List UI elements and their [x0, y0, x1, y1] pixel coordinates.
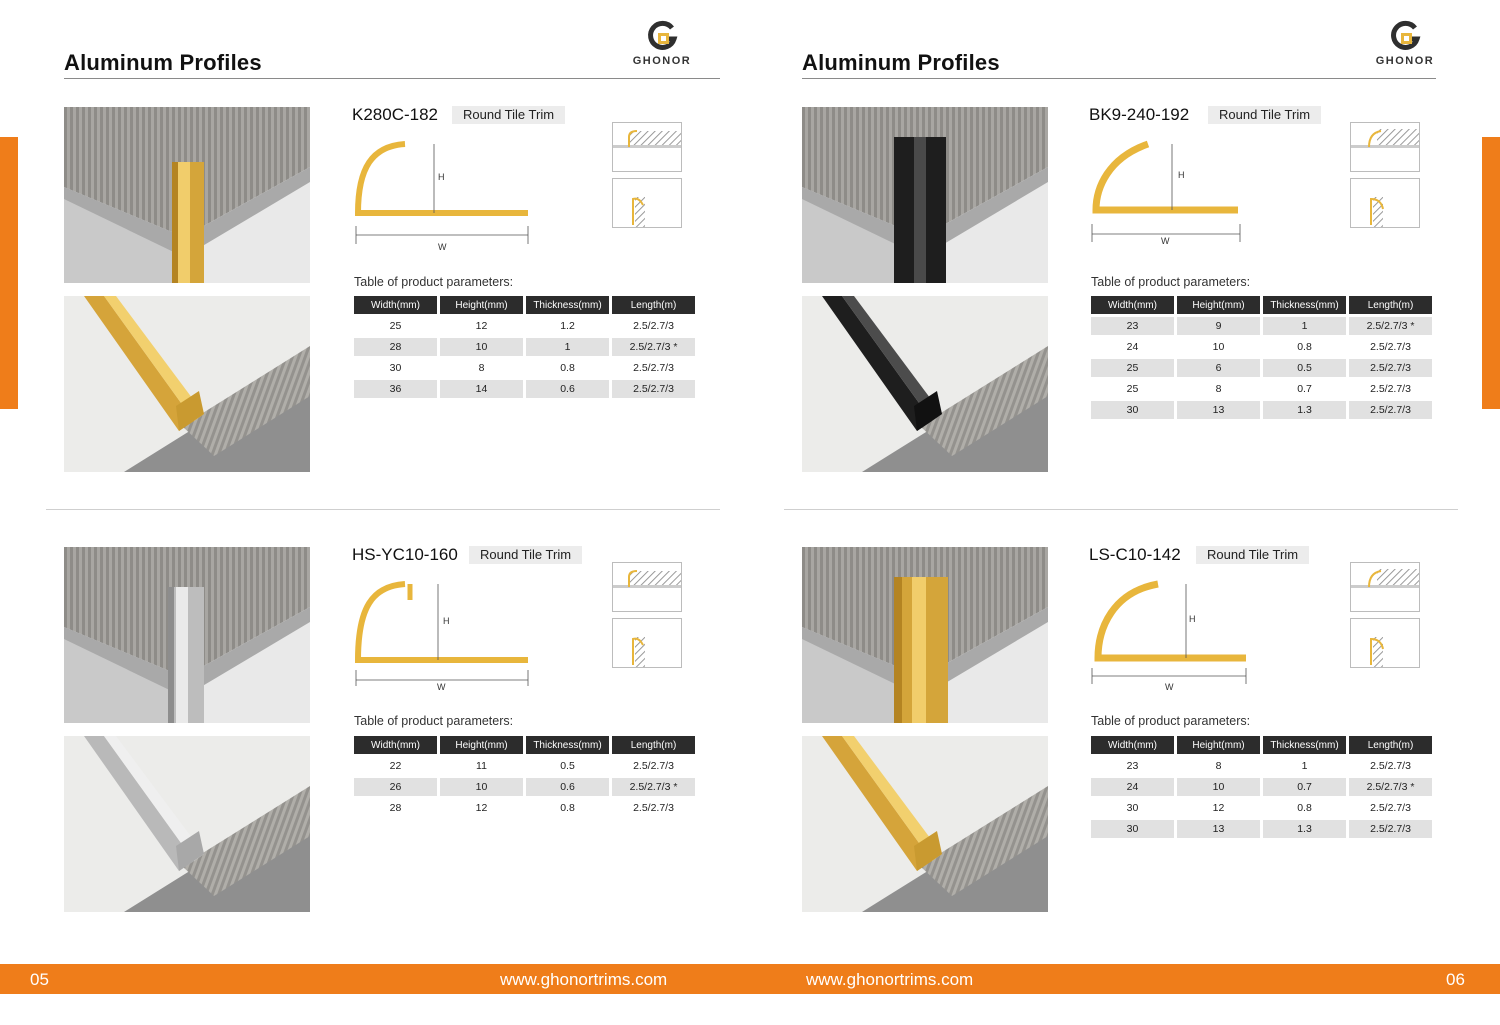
product-type-badge: Round Tile Trim: [1196, 546, 1309, 564]
table-cell: 2.5/2.7/3: [633, 760, 674, 772]
table-cell: 12: [475, 802, 488, 814]
column-header: Height(mm): [1177, 296, 1260, 314]
table-cell: 6: [1177, 359, 1260, 377]
table-title: Table of product parameters:: [354, 714, 514, 728]
table-cell: 1.3: [1263, 401, 1346, 419]
table-row: [1091, 757, 1432, 775]
table-row: [354, 757, 695, 775]
table-cell: 8: [1215, 383, 1222, 395]
table-cell: 13: [1177, 820, 1260, 838]
table-cell: 2.5/2.7/3: [1370, 760, 1411, 772]
table-cell: 2.5/2.7/3 *: [612, 778, 695, 796]
parameters-table: [1088, 293, 1435, 422]
table-cell: 30: [1091, 401, 1174, 419]
dimension-h-label: H: [438, 172, 445, 182]
table-cell: 2.5/2.7/3 *: [612, 338, 695, 356]
table-cell: 0.8: [1297, 802, 1312, 814]
edge-photo: [64, 296, 310, 472]
page-title-left: Aluminum Profiles: [64, 50, 262, 75]
section-view-wall: [1350, 178, 1420, 228]
table-cell: 2.5/2.7/3: [633, 362, 674, 374]
table-cell: 1.2: [560, 320, 575, 332]
table-row: [1091, 338, 1432, 356]
table-row: [1091, 359, 1432, 377]
brand-logo-left: [622, 20, 702, 70]
table-cell: 8: [1215, 760, 1222, 772]
column-header: Length(m): [612, 736, 695, 754]
table-cell: 2.5/2.7/3: [1370, 383, 1411, 395]
table-cell: 24: [1091, 778, 1174, 796]
table-cell: 0.5: [1263, 359, 1346, 377]
table-row: [1091, 401, 1432, 419]
corner-photo: [802, 107, 1048, 283]
column-header: Width(mm): [354, 296, 437, 314]
section-view-wall: [1350, 618, 1420, 668]
section-view-floor: [612, 122, 682, 172]
header-rule-right: [802, 78, 1436, 79]
header-rule-left: [64, 78, 720, 79]
table-row: [1091, 799, 1432, 817]
table-cell: 2.5/2.7/3: [1370, 341, 1411, 353]
section-views: [1350, 122, 1420, 234]
profile-diagram: [350, 578, 535, 696]
column-header: Thickness(mm): [1263, 736, 1346, 754]
table-cell: 12: [475, 320, 488, 332]
column-header: Thickness(mm): [526, 736, 609, 754]
table-cell: 13: [1177, 401, 1260, 419]
right-accent-bar: [1482, 137, 1500, 409]
table-cell: 14: [440, 380, 523, 398]
column-header: Thickness(mm): [1263, 296, 1346, 314]
corner-photo: [64, 547, 310, 723]
column-header: Height(mm): [440, 296, 523, 314]
table-cell: 2.5/2.7/3: [1349, 359, 1432, 377]
table-cell: 1: [1301, 760, 1308, 772]
column-header: Length(m): [1349, 296, 1432, 314]
table-cell: 23: [1126, 760, 1139, 772]
table-cell: 0.8: [560, 362, 575, 374]
table-cell: 9: [1177, 317, 1260, 335]
table-cell: 2.5/2.7/3: [1370, 802, 1411, 814]
table-title: Table of product parameters:: [1091, 714, 1251, 728]
table-cell: 28: [354, 338, 437, 356]
table-cell: 26: [354, 778, 437, 796]
table-cell: 2.5/2.7/3: [633, 802, 674, 814]
edge-photo: [64, 736, 310, 912]
product-code: HS-YC10-160: [352, 545, 458, 564]
profile-diagram: [350, 138, 535, 256]
table-row: [354, 359, 695, 377]
table-cell: 25: [1091, 359, 1174, 377]
profile-diagram: [1088, 578, 1273, 696]
table-cell: 30: [1126, 802, 1139, 814]
table-row: [354, 778, 695, 796]
section-views: [1350, 562, 1420, 674]
column-header: Width(mm): [354, 736, 437, 754]
product-type-badge: Round Tile Trim: [1208, 106, 1321, 124]
table-cell: 30: [389, 362, 402, 374]
column-header: Thickness(mm): [526, 296, 609, 314]
table-cell: 10: [440, 778, 523, 796]
column-header: Height(mm): [440, 736, 523, 754]
column-header: Width(mm): [1091, 736, 1174, 754]
table-cell: 0.8: [1297, 341, 1312, 353]
table-cell: 28: [389, 802, 402, 814]
section-view-wall: [612, 618, 682, 668]
table-cell: 0.7: [1263, 778, 1346, 796]
brand-logo-right: [1365, 20, 1445, 70]
table-cell: 1: [526, 338, 609, 356]
table-cell: 24: [1126, 341, 1139, 353]
dimension-h-label: H: [1189, 614, 1196, 624]
logo-text: GHONOR: [632, 55, 692, 67]
table-cell: 8: [478, 362, 485, 374]
profile-diagram: [1088, 138, 1273, 256]
table-cell: 2.5/2.7/3 *: [1349, 317, 1432, 335]
table-cell: 11: [476, 760, 487, 772]
column-header: Width(mm): [1091, 296, 1174, 314]
table-cell: 22: [389, 760, 402, 772]
table-cell: 0.6: [526, 778, 609, 796]
ghonor-logo-icon: [645, 20, 679, 54]
dimension-h-label: H: [1178, 170, 1185, 180]
page-title-right: Aluminum Profiles: [802, 50, 1000, 75]
table-cell: 2.5/2.7/3 *: [1349, 778, 1432, 796]
dimension-w-label: W: [437, 682, 446, 692]
ghonor-logo-icon: [1388, 20, 1422, 54]
table-cell: 10: [440, 338, 523, 356]
table-row: [354, 380, 695, 398]
dimension-w-label: W: [1161, 236, 1170, 246]
product-code: K280C-182: [352, 105, 439, 124]
footer-bar: [0, 964, 1500, 994]
table-cell: 0.8: [560, 802, 575, 814]
parameters-table: [1088, 733, 1435, 841]
table-row: [1091, 317, 1432, 335]
table-cell: 0.7: [1297, 383, 1312, 395]
table-cell: 25: [389, 320, 402, 332]
website-link-right[interactable]: www.ghonortrims.com: [806, 970, 974, 989]
dimension-h-label: H: [443, 616, 450, 626]
column-header: Length(m): [1349, 736, 1432, 754]
table-row: [354, 338, 695, 356]
dimension-w-label: W: [438, 242, 447, 252]
product-type-badge: Round Tile Trim: [469, 546, 582, 564]
table-row: [354, 799, 695, 817]
left-accent-bar: [0, 137, 18, 409]
section-view-floor: [612, 562, 682, 612]
product-type-badge: Round Tile Trim: [452, 106, 565, 124]
table-cell: 10: [1212, 341, 1225, 353]
table-row: [1091, 778, 1432, 796]
table-cell: 25: [1126, 383, 1139, 395]
parameters-table: [351, 733, 698, 820]
section-views: [612, 122, 682, 234]
logo-text: GHONOR: [1375, 55, 1435, 67]
table-header-row: [354, 296, 695, 314]
page-number-left: 05: [30, 970, 49, 989]
table-cell: 1: [1263, 317, 1346, 335]
table-cell: 1.3: [1263, 820, 1346, 838]
edge-photo: [802, 736, 1048, 912]
section-views: [612, 562, 682, 674]
table-cell: 2.5/2.7/3: [1349, 820, 1432, 838]
dimension-w-label: W: [1165, 682, 1174, 692]
page-number-right: 06: [1446, 970, 1465, 989]
table-cell: 30: [1091, 820, 1174, 838]
section-divider-left: [46, 509, 720, 510]
table-cell: 36: [354, 380, 437, 398]
table-cell: 10: [1177, 778, 1260, 796]
table-header-row: [1091, 296, 1432, 314]
table-cell: 23: [1091, 317, 1174, 335]
table-header-row: [1091, 736, 1432, 754]
section-view-wall: [612, 178, 682, 228]
table-cell: 12: [1212, 802, 1225, 814]
table-cell: 2.5/2.7/3: [1349, 401, 1432, 419]
section-view-floor: [1350, 122, 1420, 172]
table-title: Table of product parameters:: [354, 275, 514, 289]
table-title: Table of product parameters:: [1091, 275, 1251, 289]
product-code: BK9-240-192: [1089, 105, 1190, 124]
table-row: [1091, 380, 1432, 398]
table-header-row: [354, 736, 695, 754]
website-link-left[interactable]: www.ghonortrims.com: [500, 970, 668, 989]
table-row: [1091, 820, 1432, 838]
product-code: LS-C10-142: [1089, 545, 1181, 564]
table-cell: 2.5/2.7/3: [612, 380, 695, 398]
column-header: Height(mm): [1177, 736, 1260, 754]
edge-photo: [802, 296, 1048, 472]
table-cell: 2.5/2.7/3: [633, 320, 674, 332]
section-divider-right: [784, 509, 1458, 510]
column-header: Length(m): [612, 296, 695, 314]
table-cell: 0.5: [560, 760, 575, 772]
table-row: [354, 317, 695, 335]
parameters-table: [351, 293, 698, 401]
table-cell: 0.6: [526, 380, 609, 398]
corner-photo: [802, 547, 1048, 723]
corner-photo: [64, 107, 310, 283]
section-view-floor: [1350, 562, 1420, 612]
